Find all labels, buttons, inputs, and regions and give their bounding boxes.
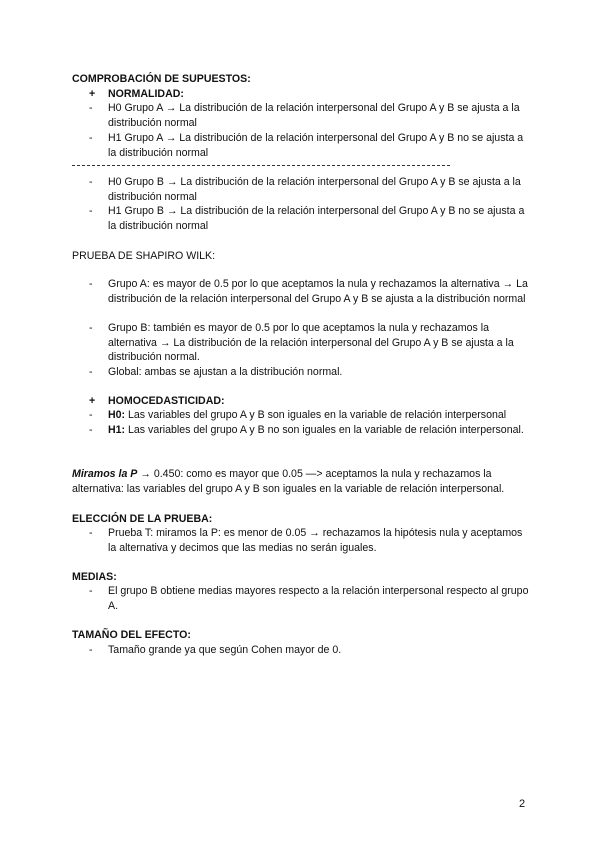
list-item — [89, 408, 529, 423]
list-item — [89, 204, 529, 233]
heading-shapiro-wilk: PRUEBA DE SHAPIRO WILK: — [72, 250, 216, 262]
homocedasticidad-label: HOMOCEDASTICIDAD: — [108, 395, 225, 407]
subheading-homocedasticidad — [89, 394, 225, 409]
plus-bullet-icon: + — [89, 88, 96, 100]
list-item — [89, 101, 529, 130]
heading-tamano-efecto: TAMAÑO DEL EFECTO: — [72, 629, 191, 641]
list-item — [89, 526, 529, 555]
heading-comprobacion: COMPROBACIÓN DE SUPUESTOS: — [72, 73, 251, 85]
shapiro-global: Global: ambas se ajustan a la distribución normal. — [108, 366, 343, 378]
hypothesis-h1-group-a: H1 Grupo A → La distribución de la relación interpersonal del Grupo A y B no se ajusta a la distribución normal — [108, 132, 524, 159]
heading-medias: MEDIAS: — [72, 571, 117, 583]
dash-bullet-icon: - — [89, 644, 93, 656]
miramos-text: → 0.450: como es mayor que 0.05 —> aceptamos la nula y rechazamos la alternativa: las variables del grupo A y B son iguales en la variable de relación interpersonal. — [72, 468, 505, 495]
tamano-item: Tamaño grande ya que según Cohen mayor de 0. — [108, 644, 342, 656]
list-item — [89, 365, 529, 380]
homocedasticidad-h0 — [108, 408, 529, 423]
homocedasticidad-h1 — [108, 423, 529, 438]
list-item — [89, 277, 529, 306]
dash-bullet-icon: - — [89, 409, 93, 421]
list-item — [89, 643, 529, 658]
list-item — [89, 321, 529, 365]
dash-bullet-icon: - — [89, 424, 93, 436]
hypothesis-h1-group-b: H1 Grupo B → La distribución de la relación interpersonal del Grupo A y B no se ajusta a la distribución normal — [108, 205, 525, 232]
dash-bullet-icon: - — [89, 278, 93, 290]
heading-eleccion: ELECCIÓN DE LA PRUEBA: — [72, 513, 213, 525]
list-item — [89, 175, 529, 204]
medias-item: El grupo B obtiene medias mayores respecto a la relación interpersonal respecto al grupo A. — [108, 585, 529, 612]
miramos-label: Miramos la P — [72, 468, 138, 480]
dash-bullet-icon: - — [89, 322, 93, 334]
dash-bullet-icon: - — [89, 102, 93, 114]
separator-line — [72, 165, 450, 166]
list-item — [89, 584, 529, 613]
list-item — [89, 423, 529, 438]
page-number: 2 — [519, 798, 526, 810]
dash-bullet-icon: - — [89, 205, 93, 217]
miramos-paragraph — [72, 467, 532, 496]
h0-label: H0: — [108, 409, 126, 421]
eleccion-item: Prueba T: miramos la P: es menor de 0.05 → rechazamos la hipótesis nula y aceptamos la alternativa y decimos que las medias no serán iguales. — [108, 527, 523, 554]
dash-bullet-icon: - — [89, 176, 93, 188]
hypothesis-h0-group-b: H0 Grupo B → La distribución de la relación interpersonal del Grupo A y B se ajusta a la distribución normal — [108, 176, 521, 203]
hypothesis-h0-group-a: H0 Grupo A → La distribución de la relación interpersonal del Grupo A y B se ajusta a la distribución normal — [108, 102, 520, 129]
dash-bullet-icon: - — [89, 132, 93, 144]
shapiro-group-a: Grupo A: es mayor de 0.5 por lo que aceptamos la nula y rechazamos la alternativa → La distribución de la relación interpersonal del Grupo A y B se ajusta a la distribución normal — [108, 278, 528, 305]
normalidad-label: NORMALIDAD: — [108, 88, 184, 100]
subheading-normalidad — [89, 87, 184, 102]
plus-bullet-icon: + — [89, 395, 96, 407]
dash-bullet-icon: - — [89, 366, 93, 378]
dash-bullet-icon: - — [89, 527, 93, 539]
list-item — [89, 131, 529, 160]
shapiro-group-b: Grupo B: también es mayor de 0.5 por lo que aceptamos la nula y rechazamos la alternativa → La distribución de la relación interpersonal del Grupo A y B se ajusta a la distribución normal. — [108, 322, 514, 364]
dash-bullet-icon: - — [89, 585, 93, 597]
h1-text: Las variables del grupo A y B no son iguales en la variable de relación interpersonal. — [125, 424, 524, 436]
h1-label: H1: — [108, 424, 126, 436]
h0-text: Las variables del grupo A y B son iguales en la variable de relación interpersonal — [125, 409, 507, 421]
